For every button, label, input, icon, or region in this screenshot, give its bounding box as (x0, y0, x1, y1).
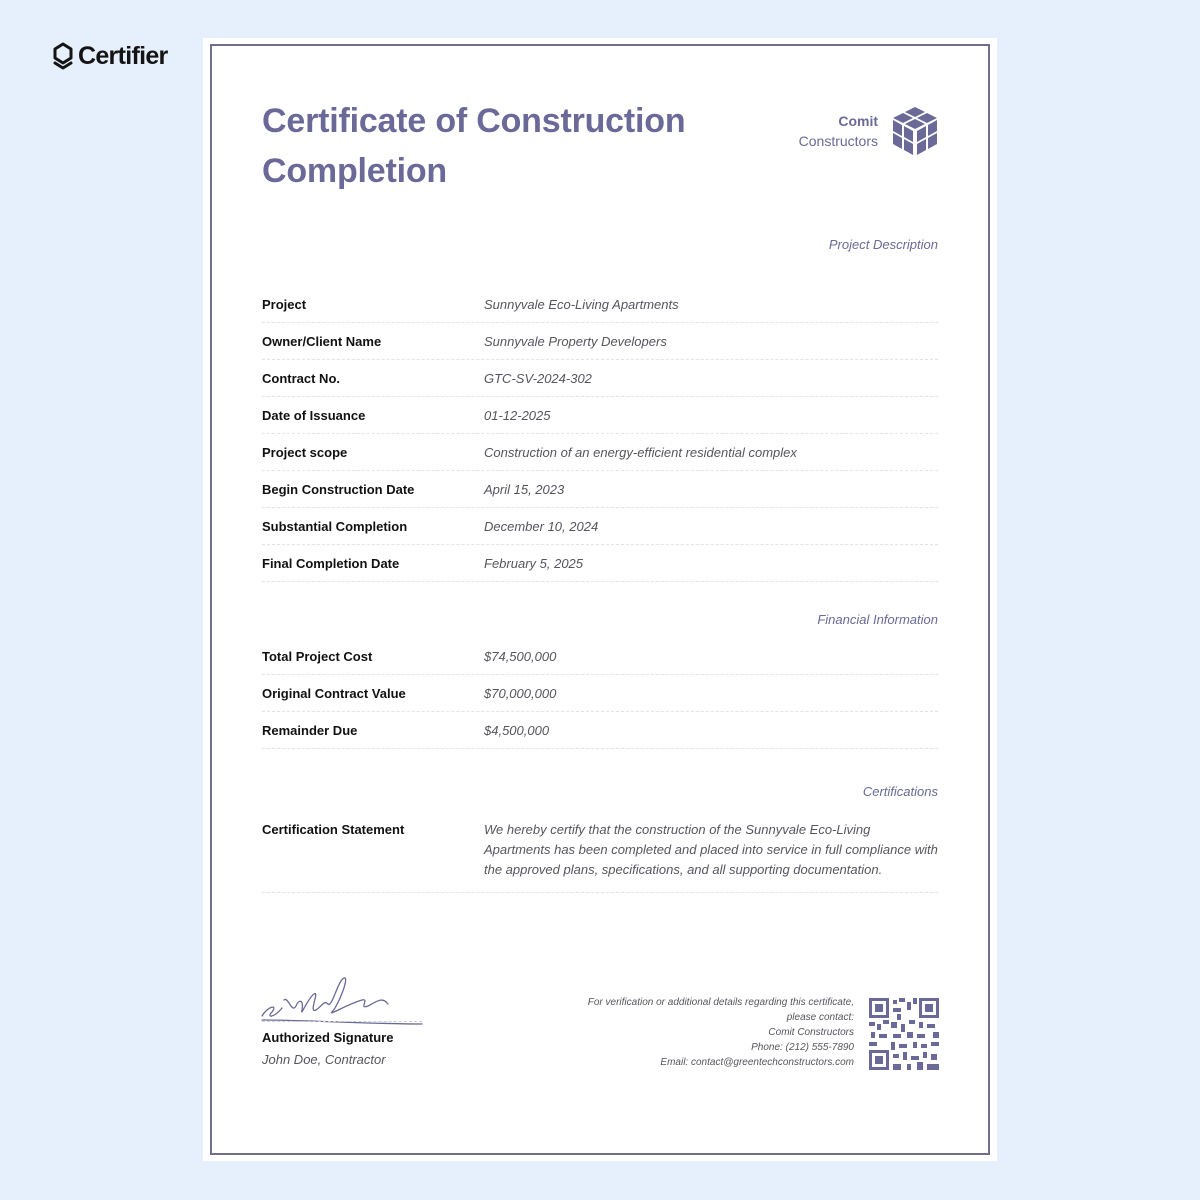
table-row (262, 508, 938, 545)
table-row (262, 434, 938, 471)
certifications-table (262, 816, 938, 893)
brand-name: Certifier (78, 41, 168, 70)
table-row (262, 638, 938, 675)
table-row (262, 286, 938, 323)
table-row (262, 360, 938, 397)
row-value: December 10, 2024 (484, 518, 599, 534)
section-label-certifications: Certifications (862, 784, 938, 799)
contact-email: Email: contact@greentechconstructors.com (660, 1057, 854, 1068)
row-value: April 15, 2023 (484, 481, 565, 497)
contact-company: Comit Constructors (768, 1027, 854, 1038)
project-description-table (262, 286, 938, 582)
qr-code-icon (869, 998, 939, 1070)
row-value: February 5, 2025 (484, 555, 584, 571)
certificate-title: Certificate of Construction Completion (262, 102, 686, 190)
row-value: Construction of an energy-efficient residential complex (484, 444, 797, 460)
row-label: Project (262, 296, 307, 312)
certifier-logo-icon (52, 41, 74, 71)
row-label: Original Contract Value (262, 685, 406, 701)
row-label: Final Completion Date (262, 555, 400, 571)
row-label: Substantial Completion (262, 518, 408, 534)
row-label: Total Project Cost (262, 648, 373, 664)
row-label: Project scope (262, 444, 348, 460)
row-label: Remainder Due (262, 722, 358, 738)
row-value: $4,500,000 (484, 722, 550, 738)
table-row (262, 712, 938, 749)
table-row (262, 545, 938, 582)
row-value: Sunnyvale Eco-Living Apartments (484, 296, 679, 312)
contact-info (588, 995, 854, 1070)
signature-image (258, 970, 428, 1032)
row-value: $70,000,000 (484, 685, 557, 701)
contact-note-cont: please contact: (786, 1012, 854, 1023)
signatory-name: John Doe, Contractor (262, 1052, 386, 1067)
row-label: Date of Issuance (262, 407, 366, 423)
cube-logo-icon (891, 106, 939, 156)
contact-note: For verification or additional details regarding this certificate, (587, 997, 854, 1008)
table-row (262, 397, 938, 434)
section-label-project-description: Project Description (828, 237, 938, 252)
row-label: Begin Construction Date (262, 481, 415, 497)
row-label: Owner/Client Name (262, 333, 382, 349)
contact-phone: Phone: (212) 555-7890 (751, 1042, 854, 1053)
financial-information-table (262, 638, 938, 749)
row-label: Contract No. (262, 370, 340, 386)
row-value: Sunnyvale Property Developers (484, 333, 667, 349)
row-value: $74,500,000 (484, 648, 557, 664)
row-label: Certification Statement (262, 822, 405, 837)
row-value: 01-12-2025 (484, 407, 551, 423)
table-row (262, 675, 938, 712)
certifier-brand (52, 41, 168, 71)
signature-line (262, 1021, 422, 1022)
issuer-name-line1: Comit (838, 113, 878, 129)
table-row (262, 816, 938, 893)
issuer-name (799, 111, 878, 151)
certification-statement: We hereby certify that the construction of the Sunnyvale Eco-Living Apartments has been completed and placed into service in full compliance with the approved plans, specifications, and all supporting documentation. (484, 822, 938, 877)
issuer-name-line2: Constructors (798, 133, 878, 149)
section-label-financial-information: Financial Information (817, 612, 938, 627)
table-row (262, 471, 938, 508)
table-row (262, 323, 938, 360)
row-value: GTC-SV-2024-302 (484, 370, 592, 386)
signature-label: Authorized Signature (262, 1030, 394, 1045)
